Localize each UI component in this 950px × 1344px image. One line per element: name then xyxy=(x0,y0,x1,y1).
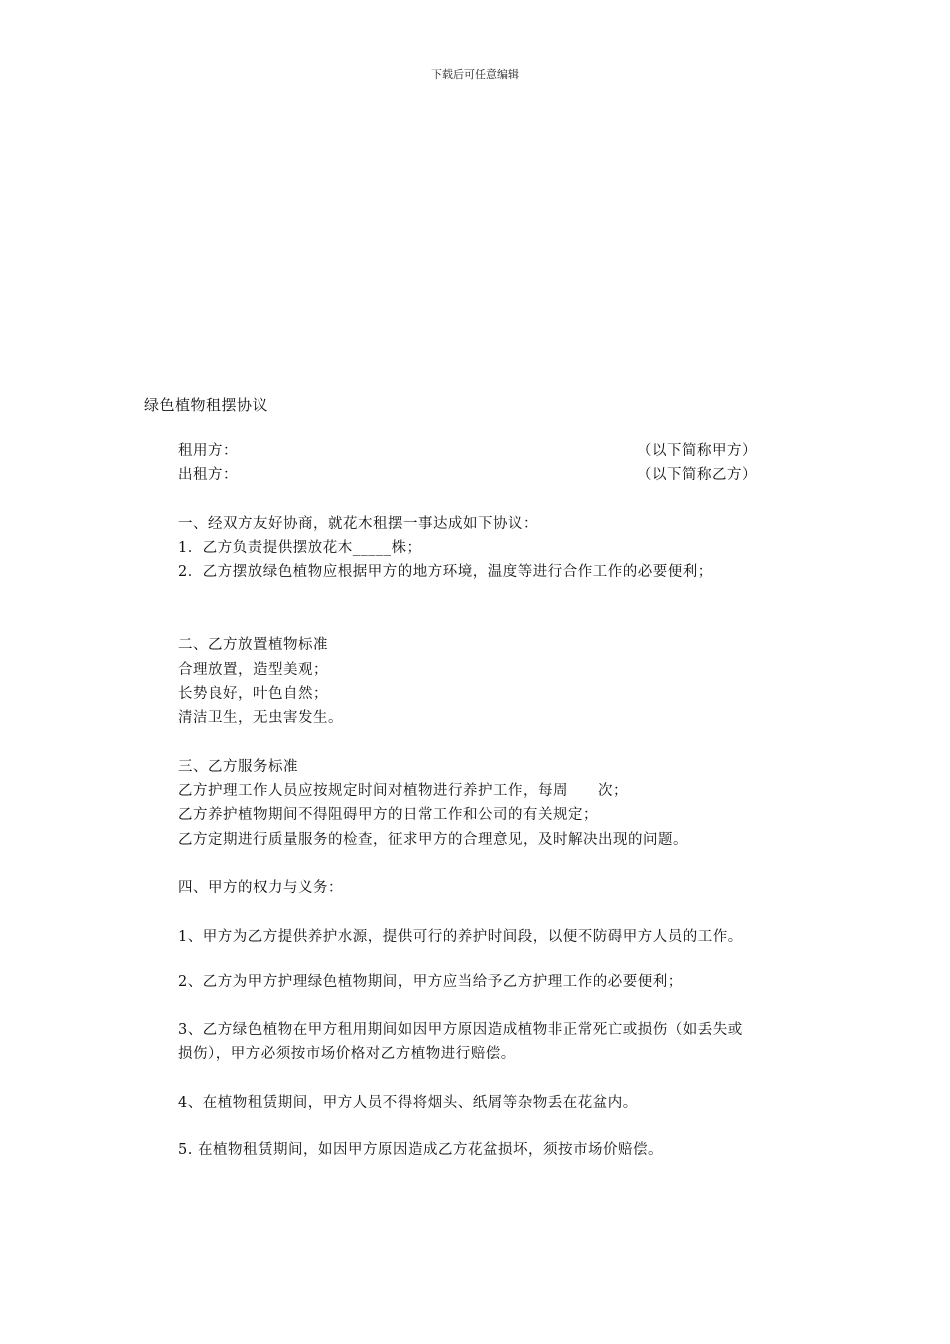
section4-heading: 四、甲方的权力与义务： xyxy=(178,880,343,896)
section3-line3: 乙方定期进行质量服务的检查，征求甲方的合理意见，及时解决出现的问题。 xyxy=(178,832,688,848)
header-note: 下载后可任意编辑 xyxy=(431,68,519,81)
section2-line1: 合理放置，造型美观； xyxy=(178,662,328,678)
lessor-label: 出租方： xyxy=(178,467,238,483)
renter-label: 租用方： xyxy=(178,443,238,459)
section4-item3-line2: 损伤），甲方必须按市场价格对乙方植物进行赔偿。 xyxy=(178,1046,516,1062)
section4-item1: 1、甲方为乙方提供养护水源，提供可行的养护时间段，以便不防碍甲方人员的工作。 xyxy=(178,929,743,945)
section4-item2: 2、乙方为甲方护理绿色植物期间，甲方应当给予乙方护理工作的必要便利； xyxy=(178,974,683,990)
section1-item2: 2．乙方摆放绿色植物应根据甲方的地方环境，温度等进行合作工作的必要便利； xyxy=(178,564,713,580)
section4-item5: 5. 在植物租赁期间，如因甲方原因造成乙方花盆损坏，须按市场价赔偿。 xyxy=(178,1142,663,1158)
section3-line2: 乙方养护植物期间不得阻碍甲方的日常工作和公司的有关规定； xyxy=(178,807,598,823)
lessor-note: （以下简称乙方） xyxy=(637,467,757,483)
document-title: 绿色植物租摆协议 xyxy=(144,396,269,414)
section4-item3-line1: 3、乙方绿色植物在甲方租用期间如因甲方原因造成植物非正常死亡或损伤（如丢失或 xyxy=(178,1022,743,1038)
section3-heading: 三、乙方服务标准 xyxy=(178,759,298,775)
section2-line3: 清洁卫生，无虫害发生。 xyxy=(178,710,343,726)
section1-item1: 1．乙方负责提供摆放花木_____株； xyxy=(178,540,422,556)
renter-note: （以下简称甲方） xyxy=(637,443,757,459)
section1-heading: 一、经双方友好协商，就花木租摆一事达成如下协议： xyxy=(178,516,538,532)
section2-heading: 二、乙方放置植物标准 xyxy=(178,637,328,653)
section4-item4: 4、在植物租赁期间，甲方人员不得将烟头、纸屑等杂物丢在花盆内。 xyxy=(178,1095,638,1111)
section3-line1: 乙方护理工作人员应按规定时间对植物进行养护工作，每周 次； xyxy=(178,783,628,799)
section2-line2: 长势良好，叶色自然； xyxy=(178,686,328,702)
